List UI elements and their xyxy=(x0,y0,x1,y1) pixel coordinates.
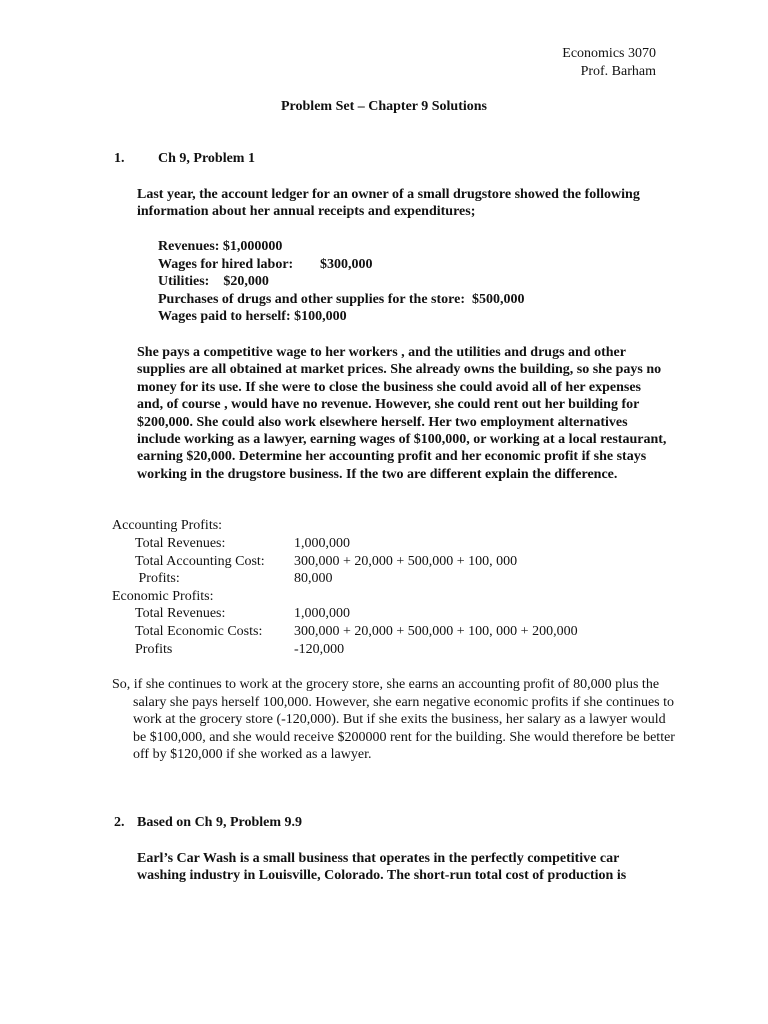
economic-profits-heading: Economic Profits: xyxy=(112,589,214,604)
ledger-item: Revenues: $1,000000 xyxy=(158,239,283,254)
ledger-item: Wages paid to herself: $100,000 xyxy=(158,309,347,324)
professor-name: Prof. Barham xyxy=(580,64,656,79)
problem-2-heading: Based on Ch 9, Problem 9.9 xyxy=(137,815,303,830)
solution-row: Profits -120,000 xyxy=(135,642,345,657)
ledger-item: Utilities: $20,000 xyxy=(158,274,269,289)
solution-row: Total Revenues: 1,000,000 xyxy=(135,536,350,551)
accounting-profits-heading: Accounting Profits: xyxy=(112,518,223,533)
solution-row: Total Accounting Cost: 300,000 + 20,000 + 500,000 + 100, 000 xyxy=(135,554,518,569)
course-name: Economics 3070 xyxy=(562,46,656,61)
problem-1-intro: Last year, the account ledger for an owner of a small drugstore showed the following information about her annual receipts and expenditures; xyxy=(137,187,640,220)
problem-2-body: Earl’s Car Wash is a small business that operates in the perfectly competitive car washing industry in Louisville, Colorado. The short-run total cost of production is xyxy=(137,851,627,884)
ledger-item: Wages for hired labor: $300,000 xyxy=(158,257,373,272)
document-title: Problem Set – Chapter 9 Solutions xyxy=(281,99,487,114)
solution-conclusion: So, if she continues to work at the grocery store, she earns an accounting profit of 80,000 plus the salary she pays herself 100,000. However, she earn negative economic profits if she continues to work at the grocery store (-120,000). But if she exits the business, her salary as a lawyer would be $100,000, and she would receive $200000 rent for the building. She would therefore be better off by $120,000 if she worked as a lawyer. xyxy=(112,677,675,763)
solution-row: Profits: 80,000 xyxy=(135,571,333,586)
problem-1-heading: Ch 9, Problem 1 xyxy=(158,151,255,166)
problem-1-body: She pays a competitive wage to her workers , and the utilities and drugs and other supplies are all obtained at market prices. She already owns the building, so she pays no money for its use. If she were to close the business she could avoid all of her expenses and, of course , would have no revenue. However, she could rent out her building for $200,000. She could also work elsewhere herself. Her two employment alternatives include working as a lawyer, earning wages of $100,000, or working at a local restaurant, earning $20,000. Determine her accounting profit and her economic profit if she stays working in the drugstore business. If the two are different explain the difference. xyxy=(137,345,667,482)
solution-row: Total Revenues: 1,000,000 xyxy=(135,606,350,621)
problem-2-number: 2. xyxy=(114,815,125,830)
problem-1-number: 1. xyxy=(114,151,125,166)
solution-row: Total Economic Costs: 300,000 + 20,000 + 500,000 + 100, 000 + 200,000 xyxy=(135,624,578,639)
ledger-item: Purchases of drugs and other supplies for the store: $500,000 xyxy=(158,292,525,307)
